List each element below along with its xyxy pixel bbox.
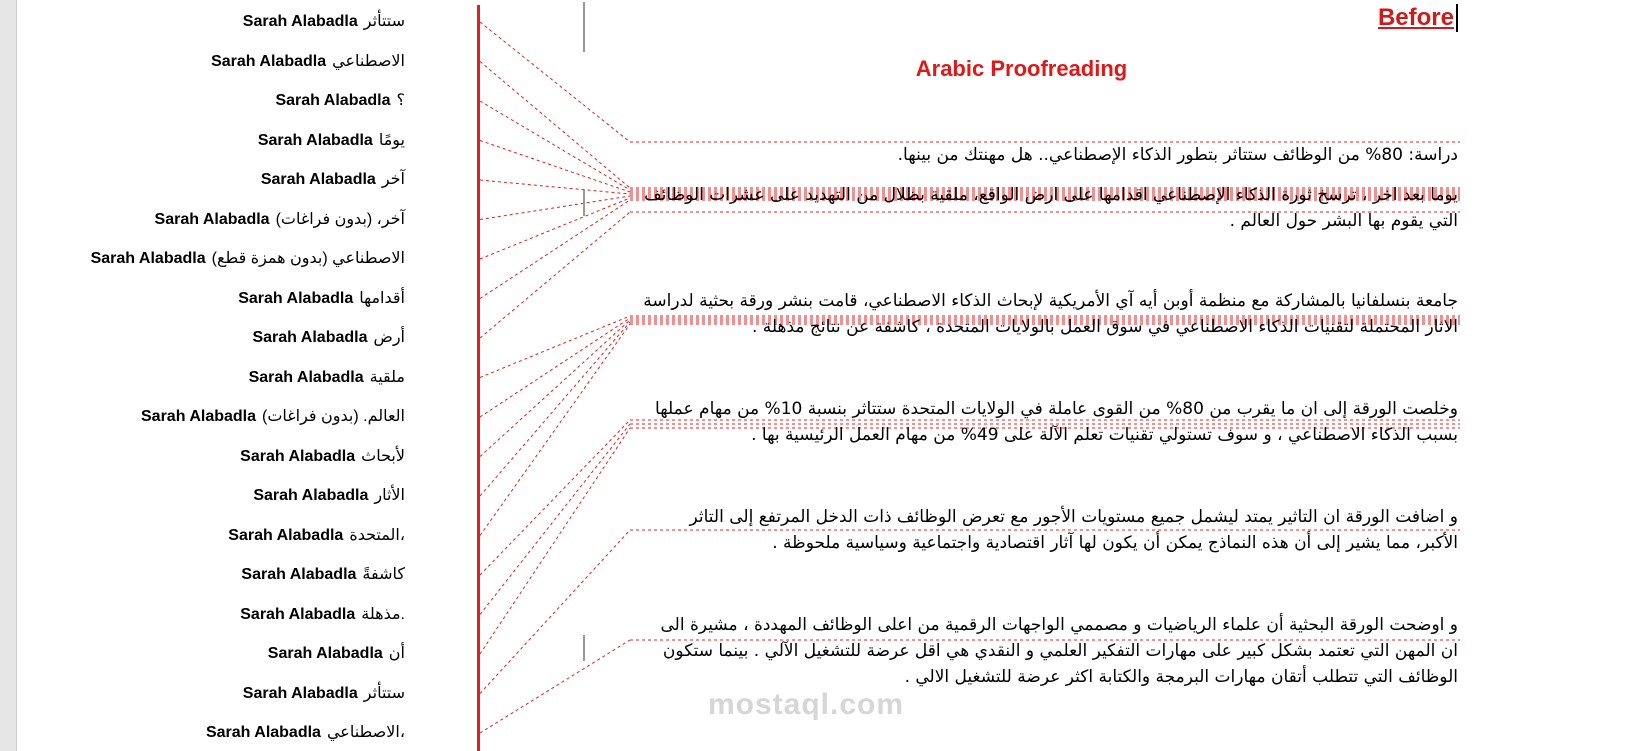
comment-author: Sarah Alabadla [240, 605, 356, 623]
comment-text: أرض [373, 329, 405, 346]
comment-author: Sarah Alabadla [238, 289, 354, 307]
paragraph-line: و اضافت الورقة ان التاثير يمتد ليشمل جميع مستويات الأجور مع تعرض الوظائف ذات الدخل المرتفع إلى التاثر [689, 507, 1458, 527]
document-paragraph[interactable] [638, 182, 1458, 234]
comment-author: Sarah Alabadla [205, 724, 321, 741]
document-paragraph[interactable] [638, 396, 1458, 448]
comment-author: Sarah Alabadla [241, 566, 357, 583]
paragraph-line: وخلصت الورقة إلى ان ما يقرب من 80% من القوى عاملة في الولايات المتحدة ستتاثر بنسبة 10% من مهام عملها [655, 399, 1458, 419]
comment-text: المتحدة، [349, 526, 405, 544]
comment-author: Sarah Alabadla [257, 131, 373, 149]
comment-text: آخر [381, 171, 405, 188]
comment-author: Sarah Alabadla [267, 645, 383, 662]
comment-author: Sarah Alabadla [260, 171, 376, 188]
comment-author: Sarah Alabadla [240, 447, 356, 465]
comment-text: لأبحاث [361, 447, 405, 465]
comment-author: Sarah Alabadla [242, 13, 358, 30]
comment-text: آخر، (بدون فراغات) [275, 210, 405, 228]
comment-text: الاصطناعي (بدون همزة قطع) [211, 250, 405, 267]
document-paragraph[interactable] [638, 504, 1458, 556]
document-heading: Arabic Proofreading [915, 56, 1128, 81]
comment-text: الاصطناعي [332, 52, 405, 70]
comment-author: Sarah Alabadla [275, 92, 391, 109]
comment-author: Sarah Alabadla [228, 526, 344, 544]
paragraph-line: ان المهن التي تعتمد بشكل كبير على مهارات التفكير العلمي و النقدي هي اقل عرضة للتشغيل الآلي . بينما ستكون [662, 641, 1458, 661]
comment-author: Sarah Alabadla [141, 408, 257, 425]
comment-text: ستتأثر [363, 684, 405, 702]
paragraph-line: يوما بعد اخر ، ترسخ ثورة الذكاء الإصطناعي اقدامها على ارض الواقع، ملقية بظلال من التهديد على عشرات الوظائف [644, 185, 1458, 205]
comment-text: ملقية [369, 368, 405, 386]
paragraph-line: الأكبر، مما يشير إلى أن هذه النماذج يمكن أن يكون لها آثار اقتصادية واجتماعية وسياسية ملحوظة . [772, 533, 1458, 553]
comment-text: الاصطناعي، [326, 724, 405, 741]
comment-text: أقدامها [359, 289, 405, 307]
paragraph-line: الوظائف التي تتطلب أتقان مهارات البرمجة والكتابة اكثر عرضة للتشغيل الالي . [904, 667, 1458, 687]
comment-text: مذهلة. [361, 605, 405, 623]
document-page[interactable] [585, 0, 1458, 751]
paragraph-line: التي يقوم بها البشر حول العالم . [1229, 211, 1458, 231]
paragraph-line: و اوضحت الورقة البحثية أن علماء الرياضيات و مصممي الواجهات الرقمية من اعلى الوظائف المهددة ، مشيرة الى [660, 615, 1458, 635]
document-paragraph[interactable] [638, 612, 1458, 690]
comment-author: Sarah Alabadla [252, 329, 368, 346]
before-label: Before [1378, 4, 1458, 32]
comment-text: ؟ [396, 92, 405, 109]
comment-text: كاشفةً [362, 566, 405, 583]
comment-text: العالم. (بدون فراغات) [262, 408, 405, 425]
comment-text: ستتأثر [363, 13, 405, 30]
comment-author: Sarah Alabadla [90, 250, 206, 267]
document-paragraph[interactable] [638, 288, 1458, 340]
comment-text: يومًا [378, 131, 405, 149]
paragraph-line: دراسة: 80% من الوظائف ستتاثر بتطور الذكاء الإصطناعي.. هل مهنتك من بينها. [897, 145, 1458, 165]
comment-author: Sarah Alabadla [211, 52, 327, 70]
paragraph-line: الاثار المحتملة لتقنيات الذكاء الاصطناعي في سوق العمل بالولايات المتحدة ، كاشفة عن نتائج مذهلة . [751, 317, 1458, 337]
comment-text: الأثار [374, 487, 405, 504]
document-paragraph[interactable] [638, 142, 1458, 168]
paragraph-line: بسبب الذكاء الاصطناعي ، و سوف تستولي تقنيات تعلم الآلة على 49% من مهام العمل الرئيسية بها . [751, 425, 1458, 445]
paragraph-line: جامعة بنسلفانيا بالمشاركة مع منظمة أوبن أيه آي الأمريكية لإبحاث الذكاء الاصطناعي، قامت بنشر ورقة بحثية لدراسة [643, 291, 1458, 311]
comment-author: Sarah Alabadla [253, 487, 369, 504]
comment-author: Sarah Alabadla [242, 684, 358, 702]
watermark-text: mostaql.com [708, 688, 905, 721]
comment-author: Sarah Alabadla [248, 368, 364, 386]
comment-author: Sarah Alabadla [154, 210, 270, 228]
comment-text: أن [388, 645, 405, 662]
